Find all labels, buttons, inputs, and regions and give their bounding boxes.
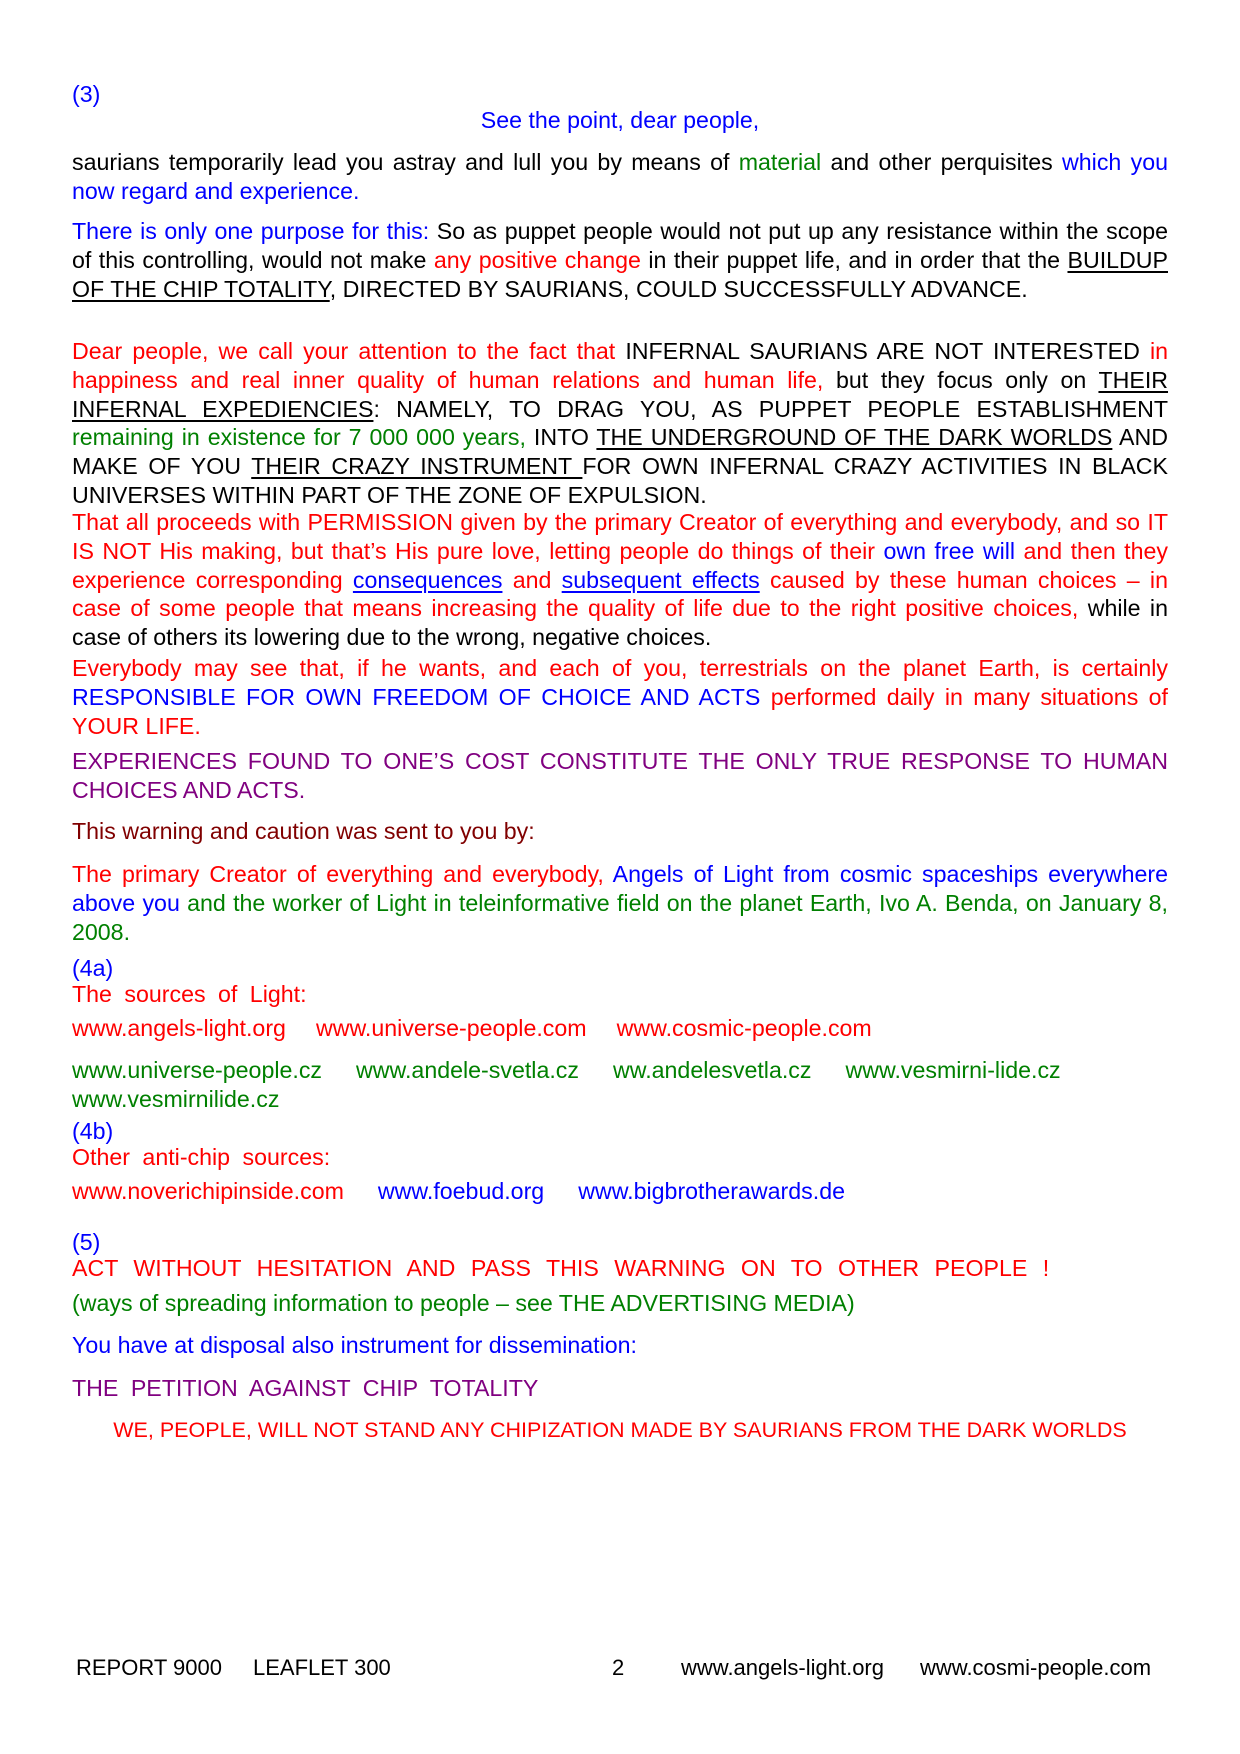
paragraph-experiences: EXPERIENCES FOUND TO ONE’S COST CONSTITUTE THE ONLY TRUE RESPONSE TO HUMAN CHOICES AND ACTS. [72,748,1168,803]
paragraph-senders [72,860,1168,946]
text-material: material [738,149,822,175]
link-universe-people-cz[interactable]: www.universe-people.cz [72,1057,323,1083]
text-which-you-now: which you now regard and experience. [72,149,1168,204]
link-vesmirni-lide[interactable]: www.vesmirni-lide.cz [845,1057,1061,1083]
call-to-action: ACT WITHOUT HESITATION AND PASS THIS WARNING ON TO OTHER PEOPLE ! [72,1255,1050,1281]
text: and other perquisites [821,149,1063,175]
text-primary-creator: The primary Creator of everything and everybody, [72,861,604,887]
paragraph-responsible [72,654,1168,740]
links-light-czech [72,1056,1168,1114]
spreading-info-note: (ways of spreading information to people – see THE ADVERTISING MEDIA) [72,1290,855,1316]
text: INFERNAL SAURIANS ARE NOT INTERESTED [615,338,1150,364]
link-angels-light[interactable]: www.angels-light.org [72,1015,286,1041]
text-infernal-expediencies: THEIR INFERNAL EXPEDIENCIES [72,366,1169,422]
link-andele-svetla[interactable]: www.andele-svetla.cz [356,1057,579,1083]
footer-leaflet: LEAFLET 300 [253,1655,391,1680]
link-cosmic-people[interactable]: www.cosmic-people.com [616,1015,872,1041]
section-4b-label: (4b) [72,1118,114,1144]
text: performed daily in many situations of YOUR LIFE. [72,683,1168,739]
text-positive-change: any positive change [433,246,641,273]
text-underground-dark-worlds: THE UNDERGROUND OF THE DARK WORLDS [596,424,1113,451]
text-own-free-will: own free will [883,537,1016,564]
text: saurians temporarily lead you astray and lull you by means of [72,149,739,175]
text: and then they experience corresponding [72,537,1168,593]
paragraph-permission [72,508,1168,652]
text-crazy-instrument: THEIR CRAZY INSTRUMENT [251,453,583,480]
text-purpose-lead: There is only one purpose for this: [72,218,430,244]
paragraph-saurians-lead-astray [72,148,1168,206]
section-4a-heading: The sources of Light: [72,981,307,1007]
text-7-million-years: remaining in existence for 7 000 000 years, [72,424,526,451]
section-3-heading: See the point, dear people, [480,107,760,133]
text: AND MAKE OF YOU [72,424,1168,480]
text-responsible-freedom: RESPONSIBLE FOR OWN FREEDOM OF CHOICE AND ACTS [72,683,761,710]
petition-title: THE PETITION AGAINST CHIP TOTALITY [72,1375,539,1401]
text: but they focus only on [823,366,1099,393]
text-subsequent-effects: subsequent effects [561,566,760,593]
section-5-label: (5) [72,1229,101,1255]
text: FOR OWN INFERNAL CRAZY ACTIVITIES IN BLACK UNIVERSES WITHIN PART OF THE ZONE OF EXPULSION. [72,453,1168,508]
text-negative-choices: while in case of others its lowering due to the wrong, negative choices. [72,595,1168,651]
section-3-label: (3) [72,81,101,107]
slogan: WE, PEOPLE, WILL NOT STAND ANY CHIPIZATION MADE BY SAURIANS FROM THE DARK WORLDS [113,1418,1127,1442]
paragraph-warning-sent-by: This warning and caution was sent to you by: [72,818,535,844]
text: INTO [525,424,597,451]
link-vesmirnilide[interactable]: www.vesmirnilide.cz [72,1085,280,1112]
text: in their puppet life, and in order that the [640,246,1068,273]
text-buildup-chip-totality: BUILDUP OF THE CHIP TOTALITY [72,246,1168,302]
text: and [502,566,562,593]
links-anti-chip [72,1177,1168,1206]
footer-link-cosmi-people[interactable]: www.cosmi-people.com [920,1655,1152,1680]
text-worker-of-light: and the worker of Light in teleinformative field on the planet Earth, Ivo A. Benda, on January 8, 2008. [72,889,1168,945]
text: , DIRECTED BY SAURIANS, COULD SUCCESSFULLY ADVANCE. [329,275,1028,302]
text: Everybody may see that, if he wants, and each of you, terrestrials on the planet Earth, is certainly [72,655,1168,681]
links-light-primary [72,1014,1168,1043]
text-angels-of-light: Angels of Light from cosmic spaceships everywhere above you [72,861,1169,916]
paragraph-only-one-purpose [72,217,1168,303]
text: : NAMELY, TO DRAG YOU, AS PUPPET PEOPLE ESTABLISHMENT [373,395,1168,422]
link-andelesvetla[interactable]: ww.andelesvetla.cz [612,1057,812,1083]
link-foebud[interactable]: www.foebud.org [377,1178,545,1204]
dissemination-instrument: You have at disposal also instrument for dissemination: [72,1332,637,1358]
text-consequences: consequences [352,566,503,593]
text: That all proceeds with PERMISSION given by the primary Creator of everything and everybody, and so IT IS NOT His making, but that’s His pure love, letting people do things of their [72,509,1168,564]
section-4a-label: (4a) [72,955,114,981]
text-attention: Dear people, we call your attention to the fact that [72,338,616,364]
link-universe-people-com[interactable]: www.universe-people.com [315,1015,587,1041]
link-bigbrotherawards[interactable]: www.bigbrotherawards.de [578,1178,845,1204]
text-happiness: in happiness and real inner quality of human relations and human life, [72,338,1169,393]
footer-link-angels-light[interactable]: www.angels-light.org [681,1655,884,1680]
footer-report: REPORT 9000 [76,1655,222,1680]
section-4b-heading: Other anti-chip sources: [72,1144,331,1170]
paragraph-dear-people-attention [72,337,1168,510]
text: caused by these human choices – in case of some people that means increasing the quality of life due to the right positive choices, [72,566,1168,622]
link-noverichipinside[interactable]: www.noverichipinside.com [72,1178,344,1204]
page-number: 2 [612,1655,625,1680]
text: So as puppet people would not put up any resistance within the scope of this controlling, would not make [72,218,1169,273]
